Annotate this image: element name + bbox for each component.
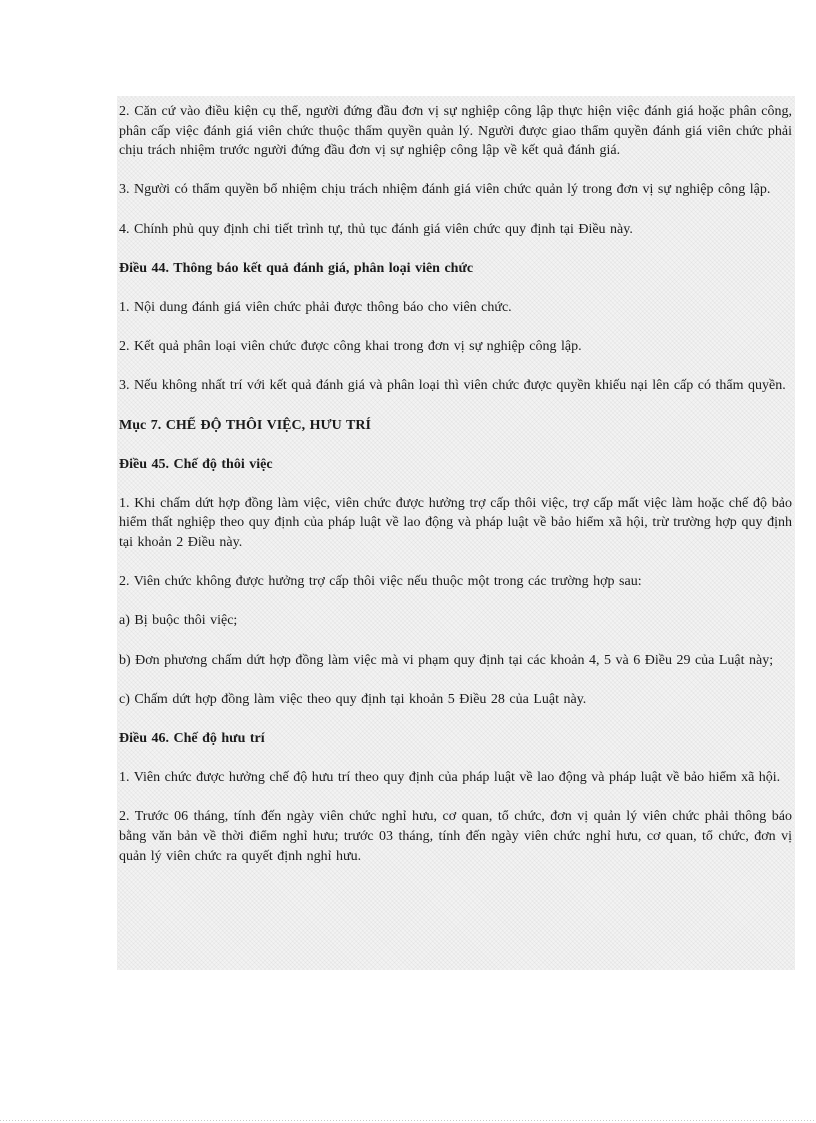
paragraph-art46-clause-1: 1. Viên chức được hưởng chế độ hưu trí theo quy định của pháp luật về lao động và pháp luật về bảo hiểm xã hội. xyxy=(119,770,781,786)
paragraph-clause-4-government-regulation: 4. Chính phủ quy định chi tiết trình tự, thủ tục đánh giá viên chức quy định tại Điều này. xyxy=(119,221,633,237)
paragraph-art44-clause-3: 3. Nếu không nhất trí với kết quả đánh giá và phân loại thì viên chức được quyền khiếu nại lên cấp có thẩm quyền. xyxy=(119,378,786,394)
section-7-heading: Mục 7. CHẾ ĐỘ THÔI VIỆC, HƯU TRÍ xyxy=(119,417,371,433)
paragraph-art46-clause-2: 2. Trước 06 tháng, tính đến ngày viên chức nghỉ hưu, cơ quan, tổ chức, đơn vị quản lý viên chức phải thông báo bằng văn bản về thời điểm nghỉ hưu; trước 03 tháng, tính đến ngày viên chức nghỉ hưu, cơ quan, tổ chức, đơn vị quản lý viên chức ra quyết định nghỉ hưu. xyxy=(119,809,792,864)
paragraph-art45-clause-2: 2. Viên chức không được hưởng trợ cấp thôi việc nếu thuộc một trong các trường hợp sau: xyxy=(119,574,642,590)
page-bottom-divider xyxy=(0,1120,816,1121)
paragraph-art45-item-c: c) Chấm dứt hợp đồng làm việc theo quy định tại khoản 5 Điều 28 của Luật này. xyxy=(119,691,587,707)
document-content xyxy=(119,102,792,866)
paragraph-art44-clause-1: 1. Nội dung đánh giá viên chức phải được thông báo cho viên chức. xyxy=(119,299,512,315)
paragraph-art45-item-a: a) Bị buộc thôi việc; xyxy=(119,613,238,629)
article-44-heading: Điều 44. Thông báo kết quả đánh giá, phân loại viên chức xyxy=(119,260,474,276)
paragraph-art45-item-b: b) Đơn phương chấm dứt hợp đồng làm việc mà vi phạm quy định tại các khoản 4, 5 và 6 Điều 29 của Luật này; xyxy=(119,652,774,668)
article-45-heading: Điều 45. Chế độ thôi việc xyxy=(119,456,273,472)
paragraph-clause-2-evaluation-assignment: 2. Căn cứ vào điều kiện cụ thể, người đứng đầu đơn vị sự nghiệp công lập thực hiện việc đánh giá hoặc phân công, phân cấp việc đánh giá viên chức thuộc thẩm quyền quản lý. Người được giao thẩm quyền đánh giá viên chức phải chịu trách nhiệm trước người đứng đầu đơn vị sự nghiệp công lập về kết quả đánh giá. xyxy=(119,104,792,159)
paragraph-clause-3-appointing-authority: 3. Người có thẩm quyền bổ nhiệm chịu trách nhiệm đánh giá viên chức quản lý trong đơn vị sự nghiệp công lập. xyxy=(119,182,771,198)
article-46-heading: Điều 46. Chế độ hưu trí xyxy=(119,731,265,746)
paragraph-art45-clause-1: 1. Khi chấm dứt hợp đồng làm việc, viên chức được hưởng trợ cấp thôi việc, trợ cấp mất việc làm hoặc chế độ bảo hiểm thất nghiệp theo quy định của pháp luật về lao động và pháp luật về bảo hiểm xã hội, trừ trường hợp quy định tại khoản 2 Điều này. xyxy=(119,495,792,551)
paragraph-art44-clause-2: 2. Kết quả phân loại viên chức được công khai trong đơn vị sự nghiệp công lập. xyxy=(119,339,582,355)
